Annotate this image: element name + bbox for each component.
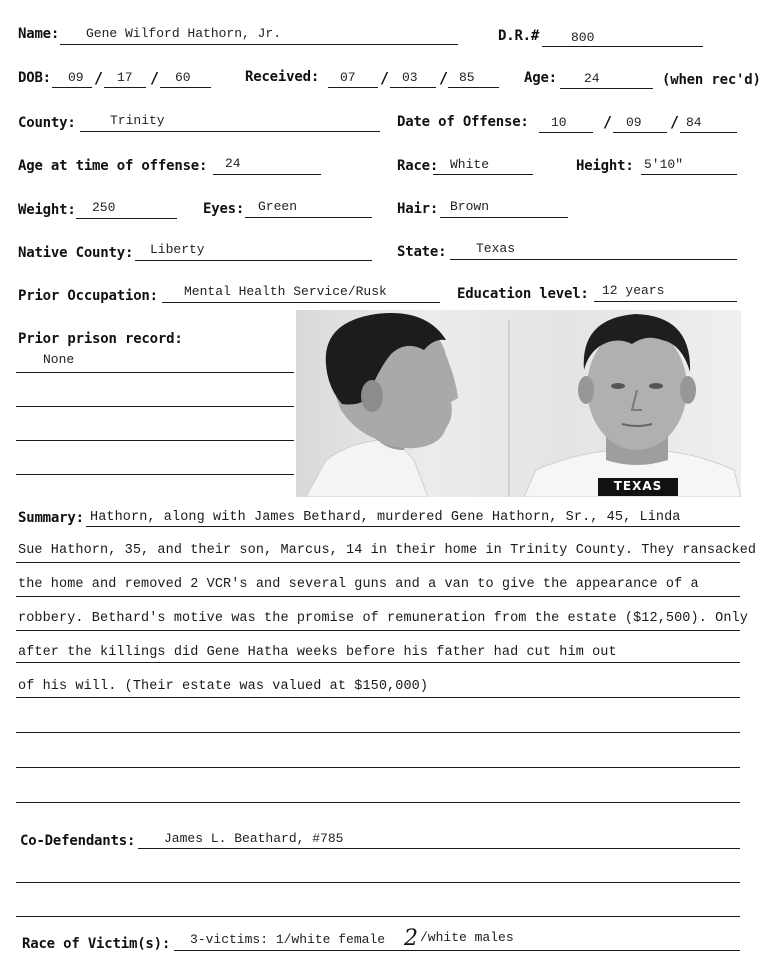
offense-sep-1: / <box>603 113 613 131</box>
co-defendants-value: James L. Beathard, #785 <box>164 831 344 846</box>
race-value: White <box>450 157 490 172</box>
summary-line-1: Hathorn, along with James Bethard, murdered Gene Hathorn, Sr., 45, Linda <box>90 510 681 525</box>
native-county-label: Native County: <box>18 245 134 261</box>
eyes-label: Eyes: <box>203 201 245 217</box>
name-value: Gene Wilford Hathorn, Jr. <box>86 26 282 41</box>
offense-sep-2: / <box>670 113 680 131</box>
front-ear-left <box>578 376 594 404</box>
race-line <box>433 174 533 175</box>
age-at-offense-value: 24 <box>225 156 241 171</box>
age-value: 24 <box>584 71 600 86</box>
summary-rule-4 <box>16 630 740 631</box>
dob-month-line <box>52 87 92 88</box>
summary-line-3: the home and removed 2 VCR's and several guns and a van to give the appearance of a <box>18 577 699 592</box>
received-label: Received: <box>245 69 320 85</box>
mugshot-drawing <box>296 310 741 497</box>
race-of-victims-line <box>174 950 740 951</box>
weight-line <box>76 218 177 219</box>
dr-value: 800 <box>571 30 595 45</box>
summary-line-2: Sue Hathorn, 35, and their son, Marcus, 14 in their home in Trinity County. They ransacked <box>18 543 757 558</box>
age-at-offense-line <box>213 174 321 175</box>
prior-prison-record-value: None <box>43 352 75 367</box>
received-month: 07 <box>340 70 356 85</box>
prison-record-line-2 <box>16 406 294 407</box>
received-day: 03 <box>402 70 418 85</box>
received-month-line <box>328 87 378 88</box>
county-value: Trinity <box>110 113 165 128</box>
dob-year-line <box>160 87 211 88</box>
hair-label: Hair: <box>397 201 439 217</box>
height-label: Height: <box>576 158 634 174</box>
prior-occupation-label: Prior Occupation: <box>18 288 158 304</box>
eyes-line <box>245 217 372 218</box>
offense-day: 09 <box>626 115 642 130</box>
state-label: State: <box>397 244 447 260</box>
age-label: Age: <box>524 70 557 86</box>
dob-day: 17 <box>117 70 133 85</box>
offense-year: 84 <box>686 115 702 130</box>
front-ear-right <box>680 376 696 404</box>
offense-month: 10 <box>551 115 567 130</box>
prison-record-line-3 <box>16 440 294 441</box>
name-line <box>60 44 458 45</box>
summary-line-6: of his will. (Their estate was valued at $150,000) <box>18 679 429 694</box>
state-value: Texas <box>476 241 516 256</box>
received-year-line <box>448 87 499 88</box>
education-value: 12 years <box>602 283 665 298</box>
summary-rule-1 <box>86 526 740 527</box>
received-sep-1: / <box>380 69 390 87</box>
age-line <box>560 88 653 89</box>
dob-year: 60 <box>175 70 191 85</box>
hair-value: Brown <box>450 199 490 214</box>
height-line <box>641 174 737 175</box>
offense-date-label: Date of Offense: <box>397 114 529 130</box>
summary-rule-7 <box>16 732 740 733</box>
name-label: Name: <box>18 26 60 42</box>
co-defendants-rule-2 <box>16 882 740 883</box>
dob-month: 09 <box>68 70 84 85</box>
race-of-victims-label: Race of Victim(s): <box>22 936 171 952</box>
co-defendants-rule-3 <box>16 916 740 917</box>
summary-label: Summary: <box>18 510 84 526</box>
received-sep-2: / <box>439 69 449 87</box>
received-day-line <box>390 87 436 88</box>
placard-text: TEXAS <box>613 479 663 493</box>
county-label: County: <box>18 115 76 131</box>
education-label: Education level: <box>457 286 589 302</box>
dob-day-line <box>104 87 146 88</box>
summary-rule-9 <box>16 802 740 803</box>
offense-day-line <box>613 132 667 133</box>
co-defendants-label: Co-Defendants: <box>20 833 136 849</box>
prior-prison-record-label: Prior prison record: <box>18 331 183 347</box>
summary-rule-3 <box>16 596 740 597</box>
dr-line <box>542 46 703 47</box>
state-line <box>450 259 737 260</box>
prior-occupation-value: Mental Health Service/Rusk <box>184 284 387 299</box>
weight-value: 250 <box>92 200 116 215</box>
offense-month-line <box>539 132 593 133</box>
native-county-value: Liberty <box>150 242 205 257</box>
summary-rule-5 <box>16 662 740 663</box>
race-label: Race: <box>397 158 439 174</box>
dob-sep-2: / <box>150 69 160 87</box>
prison-record-line-1 <box>16 372 294 373</box>
education-line <box>594 301 737 302</box>
race-of-victims-value: 3-victims: 1/white female <box>190 932 386 947</box>
native-county-line <box>135 260 372 261</box>
dr-label: D.R.# <box>498 28 540 44</box>
race-of-victims-value-2: /white males <box>420 930 514 945</box>
hair-line <box>440 217 568 218</box>
height-value: 5'10" <box>644 157 684 172</box>
weight-label: Weight: <box>18 202 76 218</box>
eyes-value: Green <box>258 199 298 214</box>
summary-line-5: after the killings did Gene Hatha weeks before his father had cut him out <box>18 645 617 660</box>
dob-sep-1: / <box>94 69 104 87</box>
co-defendants-line <box>138 848 740 849</box>
mugshot-photo <box>296 310 741 497</box>
profile-ear <box>361 380 383 412</box>
profile-shirt <box>306 440 428 497</box>
summary-rule-2 <box>16 562 740 563</box>
prior-occupation-line <box>162 302 440 303</box>
when-recd-note: (when rec'd) <box>662 72 761 88</box>
summary-rule-6 <box>16 697 740 698</box>
prison-record-line-4 <box>16 474 294 475</box>
offense-year-line <box>680 132 737 133</box>
dob-label: DOB: <box>18 70 51 86</box>
summary-rule-8 <box>16 767 740 768</box>
front-eye-right <box>649 383 663 389</box>
county-line <box>80 131 380 132</box>
received-year: 85 <box>459 70 475 85</box>
race-of-victims-handwritten-count: 2 <box>404 926 418 951</box>
front-eye-left <box>611 383 625 389</box>
summary-line-4: robbery. Bethard's motive was the promise of remuneration from the estate ($12,500). Only <box>18 611 748 626</box>
age-at-offense-label: Age at time of offense: <box>18 158 208 174</box>
